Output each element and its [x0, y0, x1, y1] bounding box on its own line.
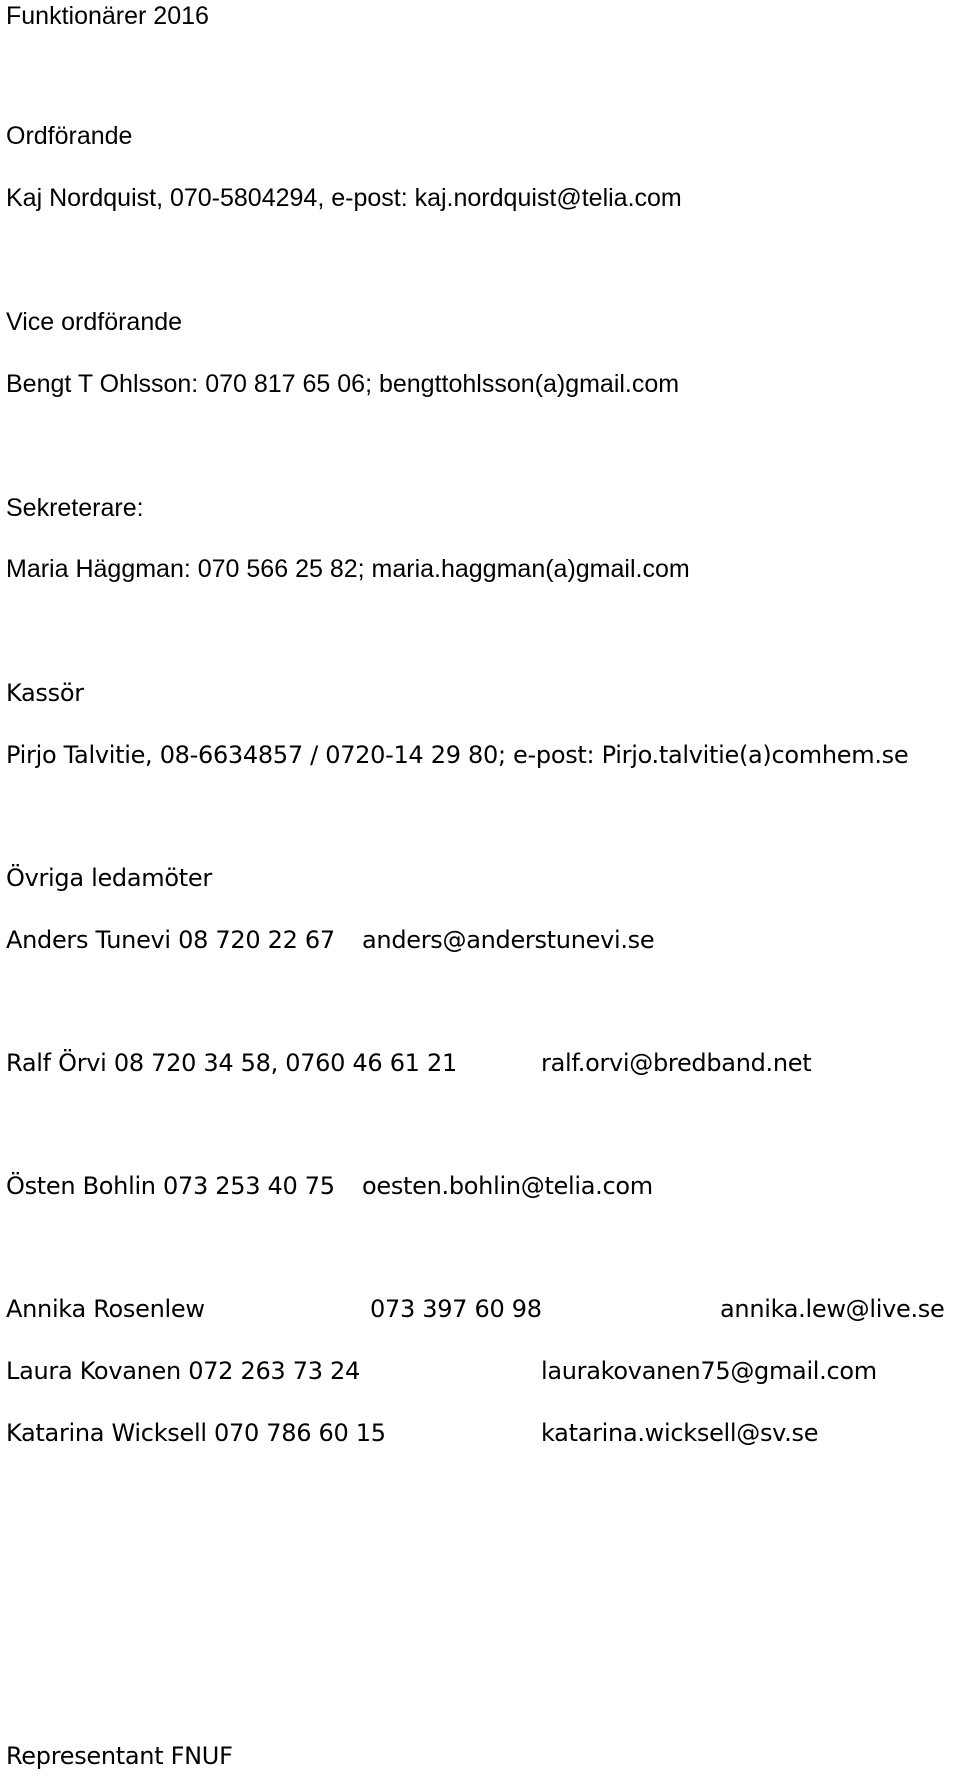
entry-sekreterare: Maria Häggman: 070 566 25 82; maria.haggman(a)gmail.com [6, 555, 690, 583]
page-title: Funktionärer 2016 [6, 2, 209, 30]
member-name-phone: Östen Bohlin 073 253 40 75 [6, 1172, 335, 1200]
entry-vice-ordforande: Bengt T Ohlsson: 070 817 65 06; bengttohlsson(a)gmail.com [6, 370, 680, 398]
member-name: Annika Rosenlew [6, 1295, 205, 1323]
member-name-phone: Anders Tunevi 08 720 22 67 [6, 926, 335, 954]
member-phone: 073 397 60 98 [370, 1295, 542, 1323]
member-email: anders@anderstunevi.se [362, 926, 655, 954]
member-email: katarina.wicksell@sv.se [541, 1419, 819, 1447]
member-email: laurakovanen75@gmail.com [541, 1357, 877, 1385]
section-heading-ovriga-ledamoter: Övriga ledamöter [6, 864, 212, 892]
member-email: oesten.bohlin@telia.com [362, 1172, 653, 1200]
section-heading-vice-ordforande: Vice ordförande [6, 308, 183, 336]
member-email: annika.lew@live.se [720, 1295, 945, 1323]
member-name-phone: Katarina Wicksell 070 786 60 15 [6, 1419, 386, 1447]
section-heading-sekreterare: Sekreterare: [6, 494, 144, 522]
member-email: ralf.orvi@bredband.net [541, 1049, 812, 1077]
member-name-phone: Laura Kovanen 072 263 73 24 [6, 1357, 360, 1385]
section-heading-representant: Representant FNUF [6, 1742, 233, 1770]
entry-ordforande: Kaj Nordquist, 070-5804294, e-post: kaj.nordquist@telia.com [6, 184, 682, 212]
section-heading-ordforande: Ordförande [6, 122, 133, 150]
section-heading-kassor: Kassör [6, 679, 84, 707]
entry-kassor: Pirjo Talvitie, 08-6634857 / 0720-14 29 80; e-post: Pirjo.talvitie(a)comhem.se [6, 741, 909, 769]
member-name-phone: Ralf Örvi 08 720 34 58, 0760 46 61 21 [6, 1049, 457, 1077]
